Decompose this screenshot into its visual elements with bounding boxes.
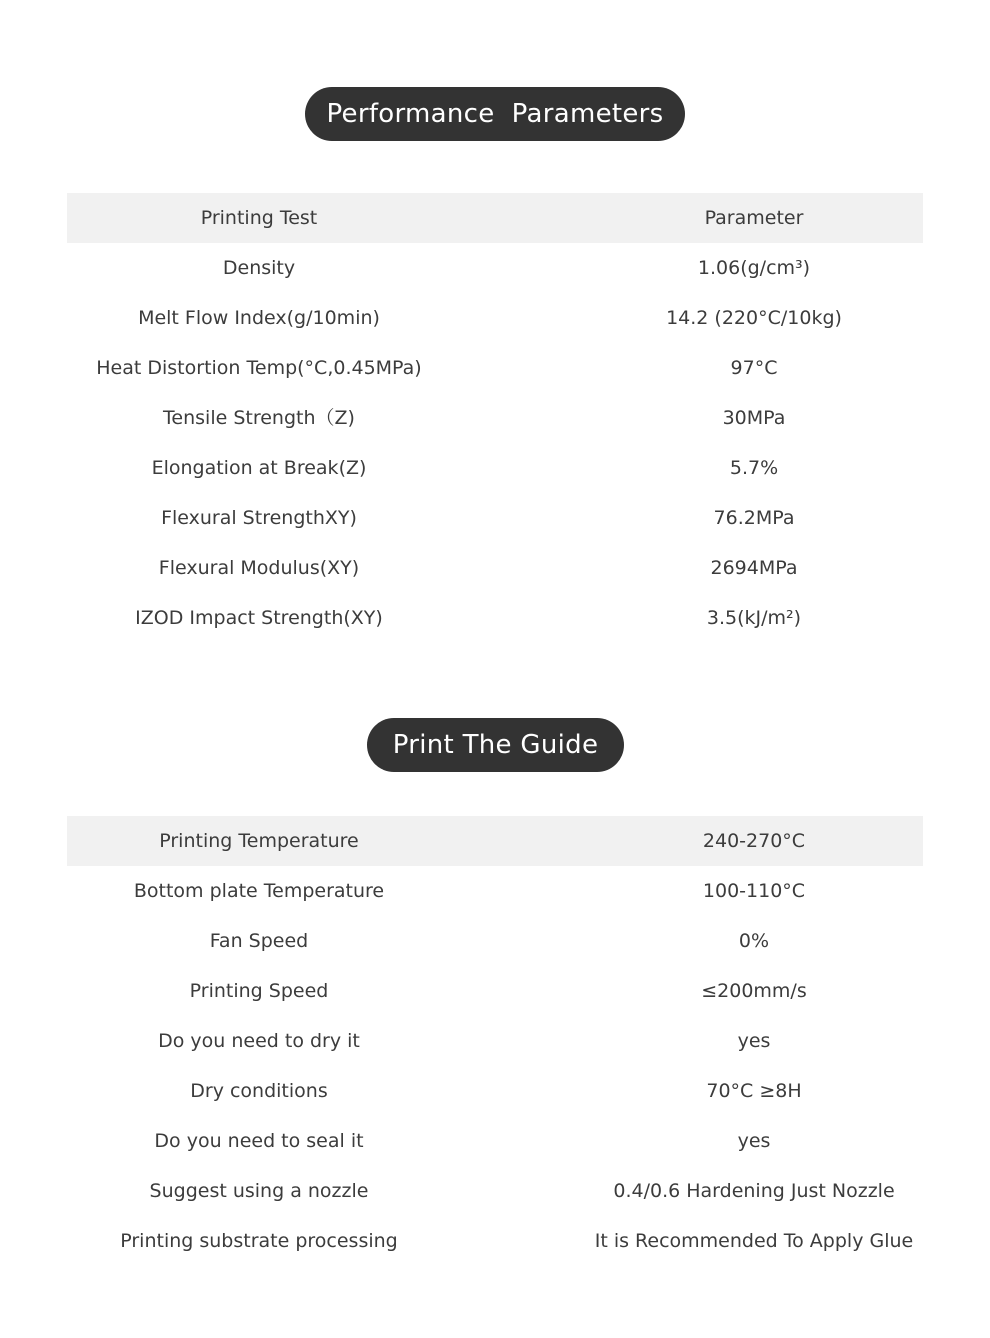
table-row xyxy=(67,443,923,493)
print-guide-title: Print The Guide xyxy=(367,718,624,772)
header-label: Printing Test xyxy=(200,207,318,229)
row-label: Do you need to seal it xyxy=(154,1130,364,1152)
table-row xyxy=(67,393,923,443)
table-header-row xyxy=(67,816,923,866)
table-row xyxy=(67,343,923,393)
row-label: Printing substrate processing xyxy=(120,1230,398,1252)
row-value: 1.06(g/cm³) xyxy=(697,257,811,279)
row-label: Elongation at Break(Z) xyxy=(151,457,367,479)
row-label: Suggest using a nozzle xyxy=(149,1180,369,1202)
table-row xyxy=(67,593,923,643)
performance-parameters-table xyxy=(67,193,923,643)
table-row xyxy=(67,966,923,1016)
row-value: 76.2MPa xyxy=(713,507,795,529)
table-row xyxy=(67,1216,923,1266)
header-value: Parameter xyxy=(704,207,804,229)
header-label: Printing Temperature xyxy=(159,830,359,852)
row-label: Printing Speed xyxy=(189,980,329,1002)
table-row xyxy=(67,1166,923,1216)
row-label: Tensile Strength（Z) xyxy=(163,407,355,429)
row-value: yes xyxy=(737,1030,771,1052)
performance-parameters-title: Performance Parameters xyxy=(305,87,685,141)
header-value: 240-270°C xyxy=(702,830,806,852)
row-value: 2694MPa xyxy=(710,557,798,579)
row-label: Density xyxy=(222,257,296,279)
table-row xyxy=(67,243,923,293)
table-row xyxy=(67,866,923,916)
row-value: yes xyxy=(737,1130,771,1152)
row-label: Do you need to dry it xyxy=(158,1030,360,1052)
row-value: It is Recommended To Apply Glue xyxy=(594,1230,914,1252)
table-row xyxy=(67,1016,923,1066)
table-row xyxy=(67,1116,923,1166)
row-label: IZOD Impact Strength(XY) xyxy=(135,607,383,629)
row-value: ≤200mm/s xyxy=(701,980,807,1002)
row-value: 5.7% xyxy=(729,457,779,479)
row-label: Dry conditions xyxy=(190,1080,328,1102)
row-value: 3.5(kJ/m²) xyxy=(706,607,802,629)
row-label: Heat Distortion Temp(°C,0.45MPa) xyxy=(96,357,422,379)
row-value: 97°C xyxy=(730,357,778,379)
row-label: Melt Flow Index(g/10min) xyxy=(138,307,380,329)
row-label: Flexural StrengthXY) xyxy=(161,507,357,529)
row-value: 30MPa xyxy=(722,407,786,429)
row-value: 0.4/0.6 Hardening Just Nozzle xyxy=(613,1180,895,1202)
table-row xyxy=(67,493,923,543)
table-row xyxy=(67,916,923,966)
row-label: Fan Speed xyxy=(209,930,309,952)
row-value: 100-110°C xyxy=(702,880,806,902)
row-value: 0% xyxy=(738,930,770,952)
table-header-row xyxy=(67,193,923,243)
row-label: Bottom plate Temperature xyxy=(133,880,385,902)
table-row xyxy=(67,293,923,343)
row-value: 14.2 (220°C/10kg) xyxy=(666,307,842,329)
print-guide-table xyxy=(67,816,923,1266)
row-label: Flexural Modulus(XY) xyxy=(158,557,360,579)
table-row xyxy=(67,543,923,593)
table-row xyxy=(67,1066,923,1116)
row-value: 70°C ≥8H xyxy=(706,1080,802,1102)
